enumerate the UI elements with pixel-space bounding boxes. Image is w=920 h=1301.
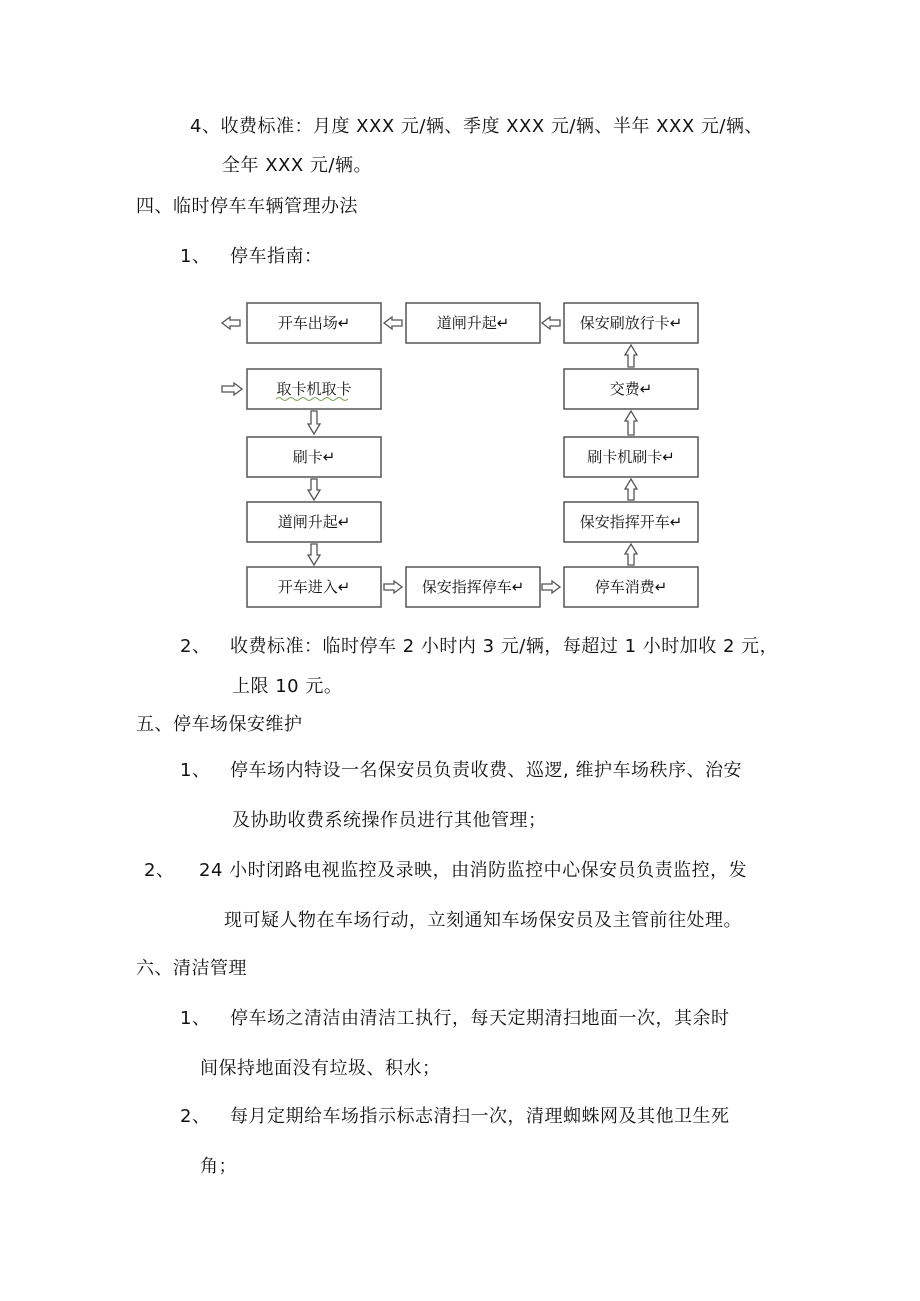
section4-item1-text: 停车指南： (230, 246, 323, 267)
arrow-up-4 (625, 345, 637, 367)
label-swipe: 刷卡↵ (292, 448, 336, 466)
label-drive-in: 开车进入↵ (277, 578, 351, 596)
section5-item2-line1 (144, 860, 747, 882)
arrow-to-exit (384, 317, 402, 329)
section5-item1-line1 (180, 760, 742, 782)
arrow-right-2 (542, 581, 560, 593)
arrow-exit-out (222, 317, 240, 329)
label-take-card: 取卡机取卡 (276, 380, 352, 398)
section6-item1-number: 1、 (180, 1008, 211, 1029)
arrow-up-2 (625, 479, 637, 500)
section6-item2-number: 2、 (180, 1106, 211, 1127)
label-gate-up-left: 道闸升起↵ (277, 513, 351, 531)
section4-item1 (180, 246, 323, 268)
label-pay: 交费↵ (609, 380, 653, 398)
section4-item2-text: 收费标准：临时停车 2 小时内 3 元/辆，每超过 1 小时加收 2 元， (230, 636, 779, 657)
section5-item2-number: 2、 (144, 860, 175, 881)
arrow-to-gate-top (542, 317, 560, 329)
section4-item2-line2: 上限 10 元。 (232, 676, 343, 697)
label-guard-direct-drive: 保安指挥开车↵ (579, 513, 683, 531)
section6-item2-text: 每月定期给车场指示标志清扫一次，清理蜘蛛网及其他卫生死 (230, 1106, 730, 1127)
arrow-down-3 (308, 544, 320, 565)
label-park-consume: 停车消费↵ (594, 578, 668, 596)
label-guard-direct-park: 保安指挥停车↵ (421, 578, 525, 596)
label-exit: 开车出场↵ (277, 314, 351, 332)
section5-item1-line2: 及协助收费系统操作员进行其他管理； (232, 810, 547, 831)
arrow-down-2 (308, 479, 320, 500)
section5-item2-text: 24 小时闭路电视监控及录映，由消防监控中心保安员负责监控，发 (199, 860, 748, 881)
parking-flowchart (218, 296, 700, 614)
arrow-entry (222, 383, 242, 395)
section5-item1-text: 停车场内特设一名保安员负责收费、巡逻, 维护车场秩序、治安 (230, 760, 742, 781)
section4-item1-number: 1、 (180, 246, 211, 267)
label-guard-swipe-release: 保安刷放行卡↵ (579, 314, 683, 332)
item4-line1 (190, 116, 763, 138)
section5-item1-number: 1、 (180, 760, 211, 781)
section4-item2-number: 2、 (180, 636, 211, 657)
arrow-up-3 (625, 411, 637, 435)
section6-item1-text: 停车场之清洁由清洁工执行，每天定期清扫地面一次，其余时 (230, 1008, 730, 1029)
item4-text: 收费标准：月度 XXX 元/辆、季度 XXX 元/辆、半年 XXX 元/辆、 (220, 116, 763, 137)
section5-heading: 五、停车场保安维护 (136, 714, 303, 735)
section5-item2-line2: 现可疑人物在车场行动，立刻通知车场保安员及主管前往处理。 (224, 910, 742, 931)
arrow-up-1 (625, 544, 637, 565)
section6-item1-line2: 间保持地面没有垃圾、积水； (200, 1058, 441, 1079)
section6-item2-line1 (180, 1106, 730, 1128)
label-machine-swipe: 刷卡机刷卡↵ (587, 448, 675, 466)
item4-line2: 全年 XXX 元/辆。 (222, 155, 373, 176)
section6-heading: 六、清洁管理 (136, 958, 247, 979)
section6-item2-line2: 角； (200, 1156, 237, 1177)
section4-heading: 四、临时停车车辆管理办法 (136, 196, 358, 217)
arrow-right-1 (384, 581, 402, 593)
arrow-down-1 (308, 411, 320, 434)
section4-item2-line1 (180, 636, 778, 658)
section6-item1-line1 (180, 1008, 730, 1030)
item4-number: 4、 (190, 116, 221, 137)
label-gate-up-top: 道闸升起↵ (436, 314, 510, 332)
